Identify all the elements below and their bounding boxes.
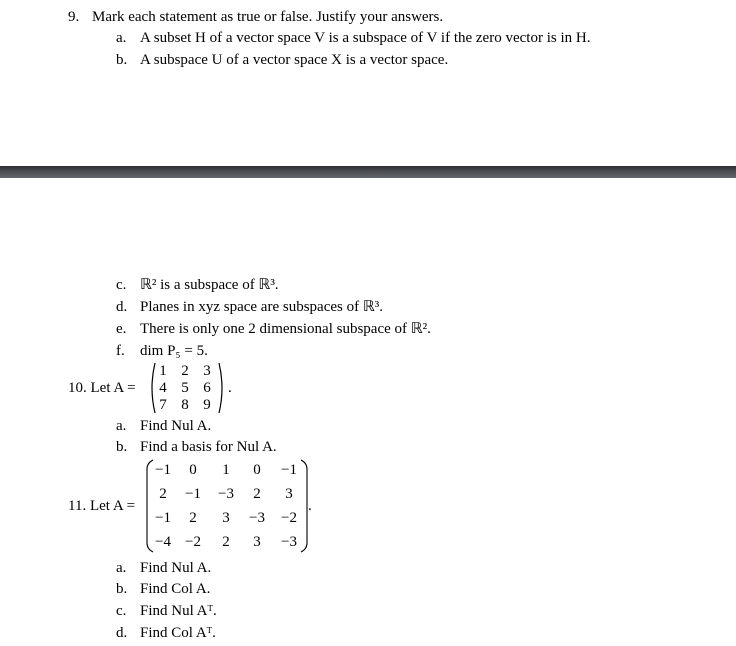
q11-right-paren <box>300 459 308 553</box>
q11-cell: 2 <box>222 534 230 550</box>
q11-item-d-label: d. <box>116 625 128 641</box>
q11-cell: 0 <box>189 462 197 478</box>
q11-item-b-label: b. <box>116 581 128 597</box>
q10-prefix: 10. Let A = <box>68 380 136 396</box>
q10-right-paren <box>218 362 226 414</box>
q10-cell: 3 <box>203 363 211 379</box>
q10-item-a-label: a. <box>116 418 127 434</box>
q10-cell: 8 <box>181 397 189 413</box>
q11-cell: 1 <box>222 462 230 478</box>
q9-item-e-text: There is only one 2 dimensional subspace of ℝ². <box>140 321 431 337</box>
q10-item-a-text: Find Nul A. <box>140 418 212 434</box>
q11-cell: −2 <box>281 510 297 526</box>
q9-item-c-text: ℝ² is a subspace of ℝ³. <box>140 277 279 293</box>
q11-cell: −1 <box>155 462 171 478</box>
q9-item-c-label: c. <box>116 277 127 293</box>
q11-item-b-text: Find Col A. <box>140 581 211 597</box>
q11-matrix <box>146 459 308 553</box>
page-separator <box>0 166 736 178</box>
q11-cell: −1 <box>281 462 297 478</box>
q9-item-f-text: dim P₅ = 5. <box>140 343 208 359</box>
q11-cell: 3 <box>285 486 293 502</box>
q10-cell: 2 <box>181 363 189 379</box>
q9-item-a-text: A subset H of a vector space V is a subspace of V if the zero vector is in H. <box>140 30 591 46</box>
q11-suffix: . <box>308 498 312 514</box>
q9-item-a-label: a. <box>116 30 127 46</box>
q11-item-c-text: Find Nul Aᵀ. <box>140 603 217 619</box>
q11-cell: −4 <box>155 534 171 550</box>
q11-item-a-label: a. <box>116 560 127 576</box>
q10-matrix <box>148 362 228 414</box>
q11-cell: 2 <box>253 486 261 502</box>
q11-cell: −1 <box>155 510 171 526</box>
q9-item-b-label: b. <box>116 52 128 68</box>
q11-cell: 3 <box>253 534 261 550</box>
q10-cell: 4 <box>159 380 167 396</box>
q11-cell: −3 <box>249 510 265 526</box>
q9-item-e-label: e. <box>116 321 127 337</box>
q11-item-a-text: Find Nul A. <box>140 560 212 576</box>
q11-cell: −3 <box>281 534 297 550</box>
q11-cell: 0 <box>253 462 261 478</box>
q11-cell: −3 <box>218 486 234 502</box>
q10-cell: 5 <box>181 380 189 396</box>
q10-cell: 6 <box>203 380 211 396</box>
q11-cell: 3 <box>222 510 230 526</box>
q9-item-d-label: d. <box>116 299 128 315</box>
q10-cell: 9 <box>203 397 211 413</box>
q11-cell: −1 <box>185 486 201 502</box>
q9-item-d-text: Planes in xyz space are subspaces of ℝ³. <box>140 299 383 315</box>
q10-item-b-text: Find a basis for Nul A. <box>140 439 277 455</box>
q10-suffix: . <box>228 380 232 396</box>
q9-item-b-text: A subspace U of a vector space X is a vector space. <box>140 52 449 68</box>
q9-prompt: Mark each statement as true or false. Justify your answers. <box>92 9 444 25</box>
q9-item-f-label: f. <box>116 343 125 359</box>
q9-number: 9. <box>68 9 80 25</box>
q10-cell: 1 <box>159 363 167 379</box>
q11-prefix: 11. Let A = <box>68 498 136 514</box>
q11-item-c-label: c. <box>116 603 127 619</box>
q10-item-b-label: b. <box>116 439 128 455</box>
q11-cell: −2 <box>185 534 201 550</box>
q10-cell: 7 <box>159 397 167 413</box>
q11-cell: 2 <box>189 510 197 526</box>
q11-item-d-text: Find Col Aᵀ. <box>140 625 216 641</box>
q11-cell: 2 <box>159 486 167 502</box>
